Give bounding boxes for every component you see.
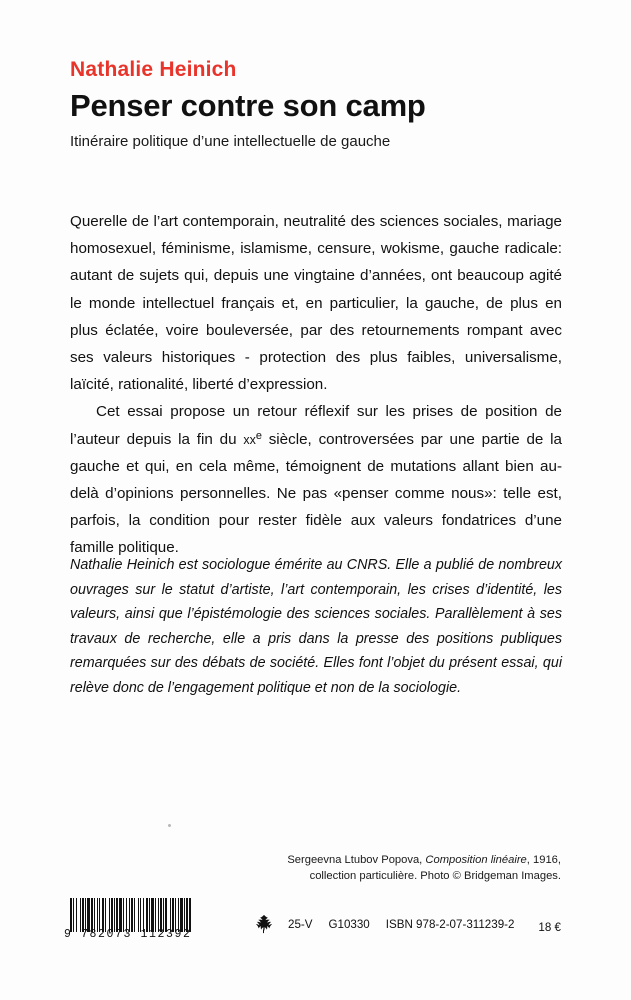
isbn: ISBN 978-2-07-311239-2 — [385, 917, 515, 931]
image-credit — [261, 853, 561, 885]
image-credit-artwork-title: Composition linéaire — [425, 854, 527, 866]
book-author: Nathalie Heinich — [70, 58, 237, 81]
footer-meta — [255, 914, 514, 934]
catalog-code: G10330 — [328, 917, 370, 931]
author-bio-text: Nathalie Heinich est sociologue émérite au CNRS. Elle a publié de nombreux ouvrages sur le statut d’artiste, l’art contemporain, les crises d’identité, les valeurs, ainsi que l’épistémologie des sciences sociales. Parallèlement à ses travaux de recherche, elle a pris dans la presse des positions publiques remarquées sur des débats de société. Elles font l’objet du présent essai, qui relève donc de l’engagement politique et non de la sociologie. — [70, 557, 562, 696]
blurb-text — [70, 208, 562, 562]
image-credit-line2: collection particulière. Photo © Bridgeman Images. — [309, 869, 561, 882]
image-credit-pre: Sergeevna Ltubov Popova, — [287, 854, 426, 866]
barcode — [64, 898, 198, 941]
gallimard-logo — [255, 914, 272, 934]
format-code: 25-V — [288, 917, 313, 931]
price: 18 € — [538, 921, 561, 934]
image-credit-post: , 1916, — [526, 854, 561, 866]
barcode-bars — [70, 898, 198, 932]
blurb-paragraph-1: Querelle de l’art contemporain, neutralité des sciences sociales, mariage homosexuel, féminisme, islamisme, censure, wokisme, gauche radicale: autant de sujets qui, depuis une vingtaine d’années, ont beaucoup agité le monde intellectuel français et, en particulier, la gauche, de plus en plus éclatée, voire bouleversée, par des retournements rompant avec ses valeurs historiques - protection des plus faibles, universalisme, laïcité, rationalité, liberté d’expression. — [70, 213, 562, 394]
author-bio — [70, 553, 562, 700]
book-title: Penser contre son camp — [70, 88, 426, 123]
book-subtitle: Itinéraire politique d’une intellectuelle de gauche — [70, 133, 391, 150]
barcode-digits: 9 782073 112392 — [64, 928, 192, 941]
page-speck — [168, 824, 171, 827]
blurb-paragraph-2: Cet essai propose un retour réflexif sur les prises de position de l’auteur depuis la fin du $xx^e$ siècle, controversées par une partie de la gauche et qui, en cela même, témoignent de mutations allant bien au-delà d’opinions personnelles. Ne pas «penser comme nous»: telle est, parfois, la condition pour rester fidèle aux valeurs fondatrices d’une famille politique. — [70, 403, 562, 557]
